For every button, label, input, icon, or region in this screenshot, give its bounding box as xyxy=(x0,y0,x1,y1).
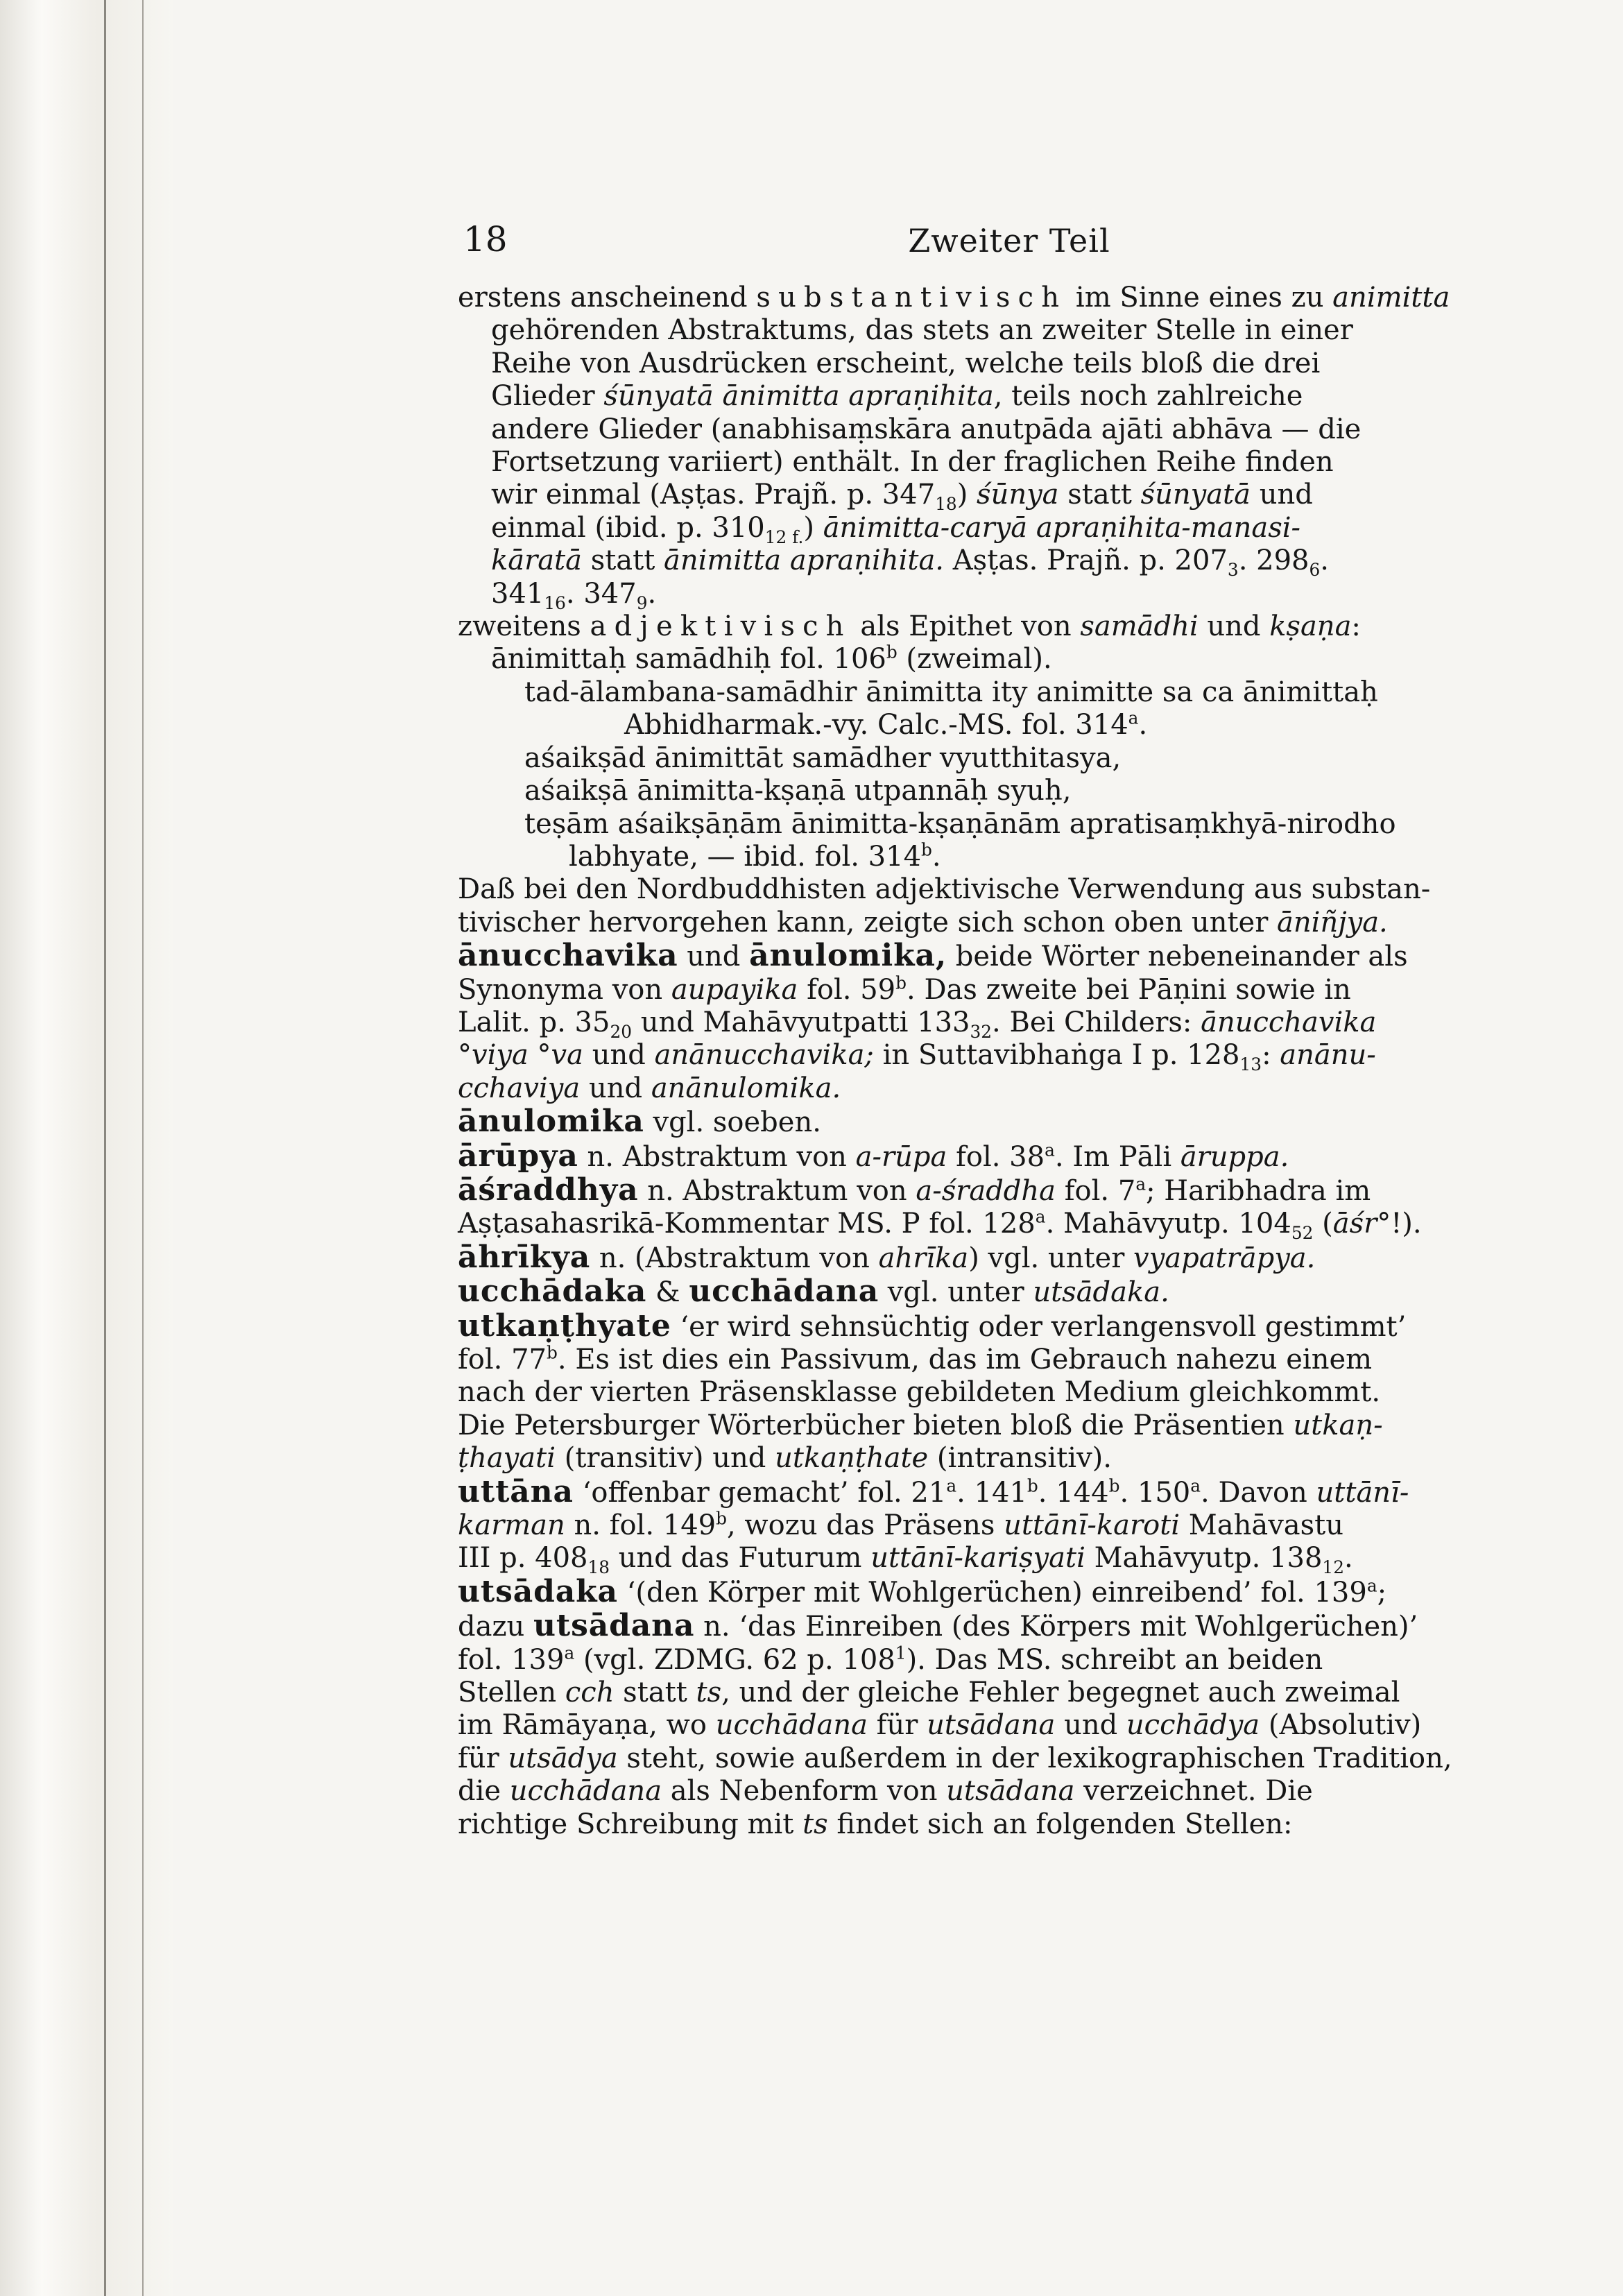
text-segment: (vgl. ZDMG. 62 p. 108 xyxy=(574,1643,895,1676)
text-line xyxy=(458,413,1561,446)
text-segment: statt xyxy=(614,1677,696,1709)
headword: ārūpya xyxy=(458,1138,578,1174)
text-segment: Abhidharmak.-vy. Calc.-MS. fol. 314 xyxy=(624,709,1128,742)
text-segment: labhyate, — ibid. fol. 314 xyxy=(569,840,922,873)
text-segment: b xyxy=(886,642,898,663)
text-line xyxy=(458,1609,1561,1643)
text-segment: richtige Schreibung mit xyxy=(458,1808,803,1840)
text-segment: 9 xyxy=(636,592,648,613)
text-segment: verzeichnet. Die xyxy=(1074,1775,1313,1808)
text-segment: Stellen xyxy=(458,1677,565,1709)
text-segment: utkaṇṭhate xyxy=(775,1442,929,1475)
text-segment: Aṣṭas. Prajñ. p. 207 xyxy=(944,545,1228,577)
text-line xyxy=(458,1140,1561,1174)
text-segment: Fortsetzung variiert) enthält. In der fraglichen Reihe finden xyxy=(491,446,1334,479)
text-segment: kṣaṇa xyxy=(1269,610,1352,643)
text-segment: nach der vierten Präsensklasse gebildeten Medium gleichkommt. xyxy=(458,1376,1381,1409)
text-segment: Lalit. p. 35 xyxy=(458,1006,610,1038)
text-segment: ahrīka xyxy=(878,1242,969,1274)
text-line xyxy=(458,512,1561,545)
text-segment: 32 xyxy=(970,1021,993,1042)
text-segment: Die Petersburger Wörterbücher bieten bloß die Präsentien xyxy=(458,1409,1294,1441)
text-line xyxy=(458,873,1561,906)
text-segment: utsādya xyxy=(508,1742,618,1774)
text-segment: vgl. soeben. xyxy=(644,1106,821,1139)
text-line xyxy=(458,545,1561,581)
text-segment: ānimittaḥ samādhiḥ fol. 106 xyxy=(491,643,886,676)
text-segment: b xyxy=(716,1508,727,1529)
text-segment: a xyxy=(1190,1475,1201,1496)
text-segment: aśaikṣād ānimittāt samādher vyutthitasya, xyxy=(524,742,1122,774)
text-segment: Glieder xyxy=(491,380,604,413)
text-segment: fol. 77 xyxy=(458,1344,547,1376)
text-segment: , teils noch zahlreiche xyxy=(993,380,1303,413)
text-segment: śūnyatā xyxy=(1140,479,1251,511)
text-segment: uttānī-karoti xyxy=(1004,1509,1180,1542)
text-segment: 18 xyxy=(587,1557,610,1578)
text-segment: (zweimal). xyxy=(897,643,1052,676)
text-segment: anānulomika. xyxy=(651,1072,841,1104)
text-segment: ) vgl. unter xyxy=(968,1242,1134,1274)
text-segment: āśr° xyxy=(1332,1208,1391,1240)
text-segment: dazu xyxy=(458,1611,534,1643)
text-segment: uttānī-kariṣyati xyxy=(870,1542,1085,1575)
text-line xyxy=(458,775,1561,807)
text-segment: a xyxy=(1366,1575,1377,1596)
text-segment: ṭhayati xyxy=(458,1442,556,1475)
text-segment: śūnya xyxy=(977,479,1059,511)
text-segment: kāratā xyxy=(491,545,582,577)
text-segment: für xyxy=(458,1742,508,1774)
text-segment: . xyxy=(647,577,657,610)
text-line xyxy=(458,1275,1561,1309)
page-number: 18 xyxy=(463,219,508,259)
text-segment: utsādaka. xyxy=(1033,1276,1169,1309)
binding-rule xyxy=(104,0,106,2296)
text-segment: utkaṇ- xyxy=(1293,1409,1383,1441)
headword: utsādana xyxy=(533,1608,695,1644)
text-segment: n. Abstraktum von xyxy=(578,1140,856,1173)
text-segment: . 141 xyxy=(956,1476,1027,1509)
text-line xyxy=(458,577,1561,613)
text-segment: 18 xyxy=(935,494,957,515)
text-line xyxy=(458,643,1561,676)
text-line xyxy=(458,1475,1561,1509)
text-segment: als Nebenform von xyxy=(662,1775,947,1808)
text-segment: . xyxy=(931,840,941,873)
text-segment: tad-ālambana-samādhir ānimitta ity animitte sa ca ānimittaḥ xyxy=(524,676,1378,708)
text-segment: Synonyma von xyxy=(458,973,671,1006)
text-segment: ) xyxy=(803,511,823,544)
text-segment: substantivisch xyxy=(756,282,1067,314)
text-segment: Mahāvyutp. 138 xyxy=(1085,1542,1323,1575)
text-segment: ). Das MS. schreibt an beiden xyxy=(906,1643,1323,1676)
text-segment: statt xyxy=(1058,479,1141,511)
text-segment: fol. 59 xyxy=(798,973,896,1006)
text-segment: fol. 38 xyxy=(947,1140,1045,1173)
text-segment: n. Abstraktum von xyxy=(638,1174,916,1207)
text-segment: ānimitta-caryā apraṇihita-manasi- xyxy=(823,511,1301,544)
text-segment: gehörenden Abstraktums, das stets an zweiter Stelle in einer xyxy=(491,314,1353,347)
text-segment: : xyxy=(1262,1039,1280,1072)
text-segment: und xyxy=(1055,1709,1126,1742)
text-line xyxy=(458,1644,1561,1677)
text-line xyxy=(458,808,1561,841)
text-line xyxy=(458,1542,1561,1578)
text-line xyxy=(458,709,1561,742)
binding-rule xyxy=(142,0,144,2296)
text-segment: beide Wörter nebeneinander als xyxy=(947,941,1408,973)
text-segment: und xyxy=(678,941,750,973)
text-line xyxy=(458,1039,1561,1075)
text-line xyxy=(458,676,1561,709)
text-segment: ) xyxy=(956,479,977,511)
text-line xyxy=(458,446,1561,479)
text-segment: anānu- xyxy=(1280,1039,1376,1072)
text-line xyxy=(458,1410,1561,1442)
text-line xyxy=(458,1241,1561,1275)
text-segment: a-rūpa xyxy=(855,1140,947,1173)
text-segment: ānimitta apraṇihita. xyxy=(664,545,945,577)
text-line xyxy=(458,1105,1561,1139)
headword: uttāna xyxy=(458,1473,574,1509)
headword: ānulomika xyxy=(458,1104,644,1140)
text-segment: n. fol. 149 xyxy=(565,1509,716,1542)
text-segment: ; xyxy=(1377,1576,1387,1609)
text-segment: ‘er wird sehnsüchtig oder verlangensvoll gestimmt’ xyxy=(671,1310,1407,1343)
text-segment: utsādana xyxy=(927,1709,1056,1742)
text-segment: tivischer hervorgehen kann, zeigte sich schon oben unter xyxy=(458,906,1278,939)
text-segment: 12 xyxy=(1322,1557,1344,1578)
text-line xyxy=(458,1376,1561,1409)
text-segment: ucchādya xyxy=(1126,1709,1260,1742)
text-segment: . xyxy=(1343,1542,1353,1575)
headword: āśraddhya xyxy=(458,1172,639,1208)
text-segment: samādhi xyxy=(1080,610,1199,643)
text-segment: . 298 xyxy=(1238,545,1309,577)
text-segment: adjektivisch xyxy=(590,610,852,643)
text-segment: 13 xyxy=(1239,1054,1262,1075)
text-segment: n. (Abstraktum von xyxy=(590,1242,879,1274)
text-segment: 341 xyxy=(491,577,544,610)
text-segment: b xyxy=(1027,1475,1038,1496)
text-segment: āniñjya. xyxy=(1277,906,1388,939)
text-segment: aśaikṣā ānimitta-kṣaṇā utpannāḥ syuḥ, xyxy=(524,775,1072,807)
text-segment: , wozu das Präsens xyxy=(727,1509,1004,1542)
text-segment: uttānī- xyxy=(1316,1476,1409,1509)
text-segment: (transitiv) und xyxy=(556,1442,775,1475)
headword: ānucchavika xyxy=(458,938,678,974)
text-segment: b xyxy=(1108,1475,1120,1496)
text-segment: und xyxy=(1250,479,1313,511)
text-segment: III p. 408 xyxy=(458,1542,588,1575)
book-page xyxy=(458,219,1561,1841)
text-line xyxy=(458,1808,1561,1841)
text-line xyxy=(458,1207,1561,1244)
text-segment: karman xyxy=(458,1509,565,1542)
text-segment: für xyxy=(867,1709,927,1742)
text-line xyxy=(458,1575,1561,1609)
text-segment: (intransitiv). xyxy=(928,1442,1112,1475)
text-line xyxy=(458,742,1561,775)
text-segment: 12 f. xyxy=(764,526,804,547)
text-segment: und Mahāvyutpatti 133 xyxy=(632,1006,970,1038)
text-line xyxy=(458,314,1561,347)
text-line xyxy=(458,1677,1561,1709)
text-segment: āruppa. xyxy=(1180,1140,1289,1173)
body-text xyxy=(458,282,1561,1841)
headword: āhrīkya xyxy=(458,1239,591,1275)
text-segment: im Sinne eines zu xyxy=(1067,282,1333,314)
text-segment: : xyxy=(1351,610,1361,643)
text-segment: n. ‘das Einreiben (des Körpers mit Wohlgerüchen)’ xyxy=(694,1611,1418,1643)
text-segment: a-śraddha xyxy=(916,1174,1056,1207)
text-line xyxy=(458,348,1561,380)
text-line xyxy=(458,1442,1561,1475)
text-segment: cch xyxy=(565,1677,615,1709)
text-segment: ucchādana xyxy=(715,1709,868,1742)
text-segment: cchaviya xyxy=(458,1072,581,1104)
text-segment: die xyxy=(458,1775,510,1808)
text-segment: erstens anscheinend xyxy=(458,282,757,314)
text-segment: !). xyxy=(1391,1208,1422,1240)
text-segment: . 144 xyxy=(1038,1476,1109,1509)
text-segment: fol. 7 xyxy=(1056,1174,1136,1207)
text-segment: a xyxy=(946,1475,957,1496)
text-segment: . Das zweite bei Pāṇini sowie in xyxy=(907,973,1351,1006)
text-segment: zweitens xyxy=(458,610,590,643)
text-line xyxy=(458,1509,1561,1542)
text-segment: . xyxy=(1320,545,1329,577)
text-segment: b xyxy=(895,973,907,993)
text-segment: 1 xyxy=(895,1643,907,1663)
text-segment: °viya °va xyxy=(458,1039,583,1072)
text-segment: und xyxy=(580,1072,651,1104)
text-segment: ānucchavika xyxy=(1201,1006,1377,1038)
text-segment: ts xyxy=(696,1677,722,1709)
text-segment: ( xyxy=(1313,1208,1333,1240)
text-segment: vgl. unter xyxy=(879,1276,1033,1309)
text-segment: b xyxy=(547,1342,558,1363)
text-segment: & xyxy=(646,1276,689,1309)
text-segment: Reihe von Ausdrücken erscheint, welche teils bloß die drei xyxy=(491,347,1321,379)
text-segment: animitta xyxy=(1332,282,1450,314)
text-segment: ts xyxy=(802,1808,828,1840)
text-segment: statt xyxy=(581,545,664,577)
text-segment: . 150 xyxy=(1119,1476,1191,1509)
text-segment: a xyxy=(1035,1207,1046,1228)
text-segment: . 347 xyxy=(565,577,637,610)
text-segment: . Im Pāli xyxy=(1054,1140,1180,1173)
text-line xyxy=(458,1006,1561,1042)
text-segment: andere Glieder (anabhisaṃskāra anutpāda ajāti abhāva — die xyxy=(491,413,1362,445)
headword: ucchādana xyxy=(689,1274,879,1310)
text-line xyxy=(458,610,1561,643)
text-segment: a xyxy=(1045,1140,1055,1160)
text-segment: fol. 139 xyxy=(458,1643,565,1676)
text-line xyxy=(458,841,1561,873)
text-segment: 6 xyxy=(1309,560,1321,581)
text-segment: wir einmal (Aṣṭas. Prajñ. p. 347 xyxy=(491,479,936,511)
text-line xyxy=(458,1709,1561,1742)
text-line xyxy=(458,1775,1561,1808)
text-segment: im Rāmāyaṇa, wo xyxy=(458,1709,716,1742)
book-binding-edge xyxy=(0,0,173,2296)
text-segment: b xyxy=(921,839,932,860)
text-segment: findet sich an folgenden Stellen: xyxy=(827,1808,1293,1840)
text-segment: 52 xyxy=(1291,1223,1314,1244)
text-segment: . xyxy=(1138,709,1148,742)
page-header xyxy=(458,219,1561,282)
text-segment: . Es ist dies ein Passivum, das im Gebrauch nahezu einem xyxy=(557,1344,1373,1376)
text-line xyxy=(458,1742,1561,1775)
text-line xyxy=(458,380,1561,413)
text-segment: steht, sowie außerdem in der lexikographischen Tradition, xyxy=(617,1742,1452,1774)
text-segment: und das Futurum xyxy=(610,1542,871,1575)
text-segment: Daß bei den Nordbuddhisten adjektivische Verwendung aus substan- xyxy=(458,873,1431,906)
headword: ucchādaka xyxy=(458,1274,647,1310)
text-segment: , und der gleiche Fehler begegnet auch zweimal xyxy=(721,1677,1400,1709)
text-segment: Mahāvastu xyxy=(1180,1509,1344,1542)
headword: utsādaka xyxy=(458,1573,618,1609)
text-segment: 16 xyxy=(544,592,566,613)
text-segment: a xyxy=(1128,708,1139,728)
text-segment: ‘offenbar gemacht’ fol. 21 xyxy=(573,1476,947,1509)
headword: utkaṇṭhyate xyxy=(458,1308,671,1344)
text-segment: . Mahāvyutp. 104 xyxy=(1045,1208,1291,1240)
running-title: Zweiter Teil xyxy=(908,222,1110,259)
text-segment: und xyxy=(1198,610,1270,643)
text-segment: 3 xyxy=(1227,560,1239,581)
text-line xyxy=(458,1072,1561,1105)
text-segment: einmal (ibid. p. 310 xyxy=(491,511,765,544)
text-segment: teṣām aśaikṣāṇām ānimitta-kṣaṇānām apratisaṃkhyā-nirodho xyxy=(524,807,1396,840)
text-segment: śūnyatā ānimitta apraṇihita xyxy=(603,380,994,413)
text-segment: a xyxy=(1135,1174,1147,1194)
text-segment: und xyxy=(583,1039,655,1072)
text-segment: ; Haribhadra im xyxy=(1146,1174,1371,1207)
text-line xyxy=(458,974,1561,1006)
text-segment: in Suttavibhaṅga I p. 128 xyxy=(873,1039,1240,1072)
text-segment: Aṣṭasahasrikā-Kommentar MS. P fol. 128 xyxy=(458,1208,1036,1240)
text-segment: als Epithet von xyxy=(851,610,1081,643)
text-line xyxy=(458,1174,1561,1208)
text-line xyxy=(458,1344,1561,1376)
text-segment: (Absolutiv) xyxy=(1260,1709,1422,1742)
text-segment: a xyxy=(564,1643,575,1663)
text-segment: . Davon xyxy=(1201,1476,1316,1509)
text-line xyxy=(458,907,1561,939)
text-segment: vyapatrāpya. xyxy=(1133,1242,1316,1274)
text-line xyxy=(458,282,1561,314)
text-segment: utsādana xyxy=(946,1775,1075,1808)
text-segment: anānucchavika; xyxy=(654,1039,874,1072)
headword: ānulomika, xyxy=(749,938,947,974)
text-line xyxy=(458,479,1561,515)
text-segment: aupayika xyxy=(671,973,798,1006)
text-line xyxy=(458,1310,1561,1344)
text-segment: ucchādana xyxy=(509,1775,662,1808)
text-segment: ‘(den Körper mit Wohlgerüchen) einreibend’ fol. 139 xyxy=(617,1576,1367,1609)
text-line xyxy=(458,939,1561,973)
text-segment: 20 xyxy=(610,1021,632,1042)
text-segment: . Bei Childers: xyxy=(992,1006,1201,1038)
